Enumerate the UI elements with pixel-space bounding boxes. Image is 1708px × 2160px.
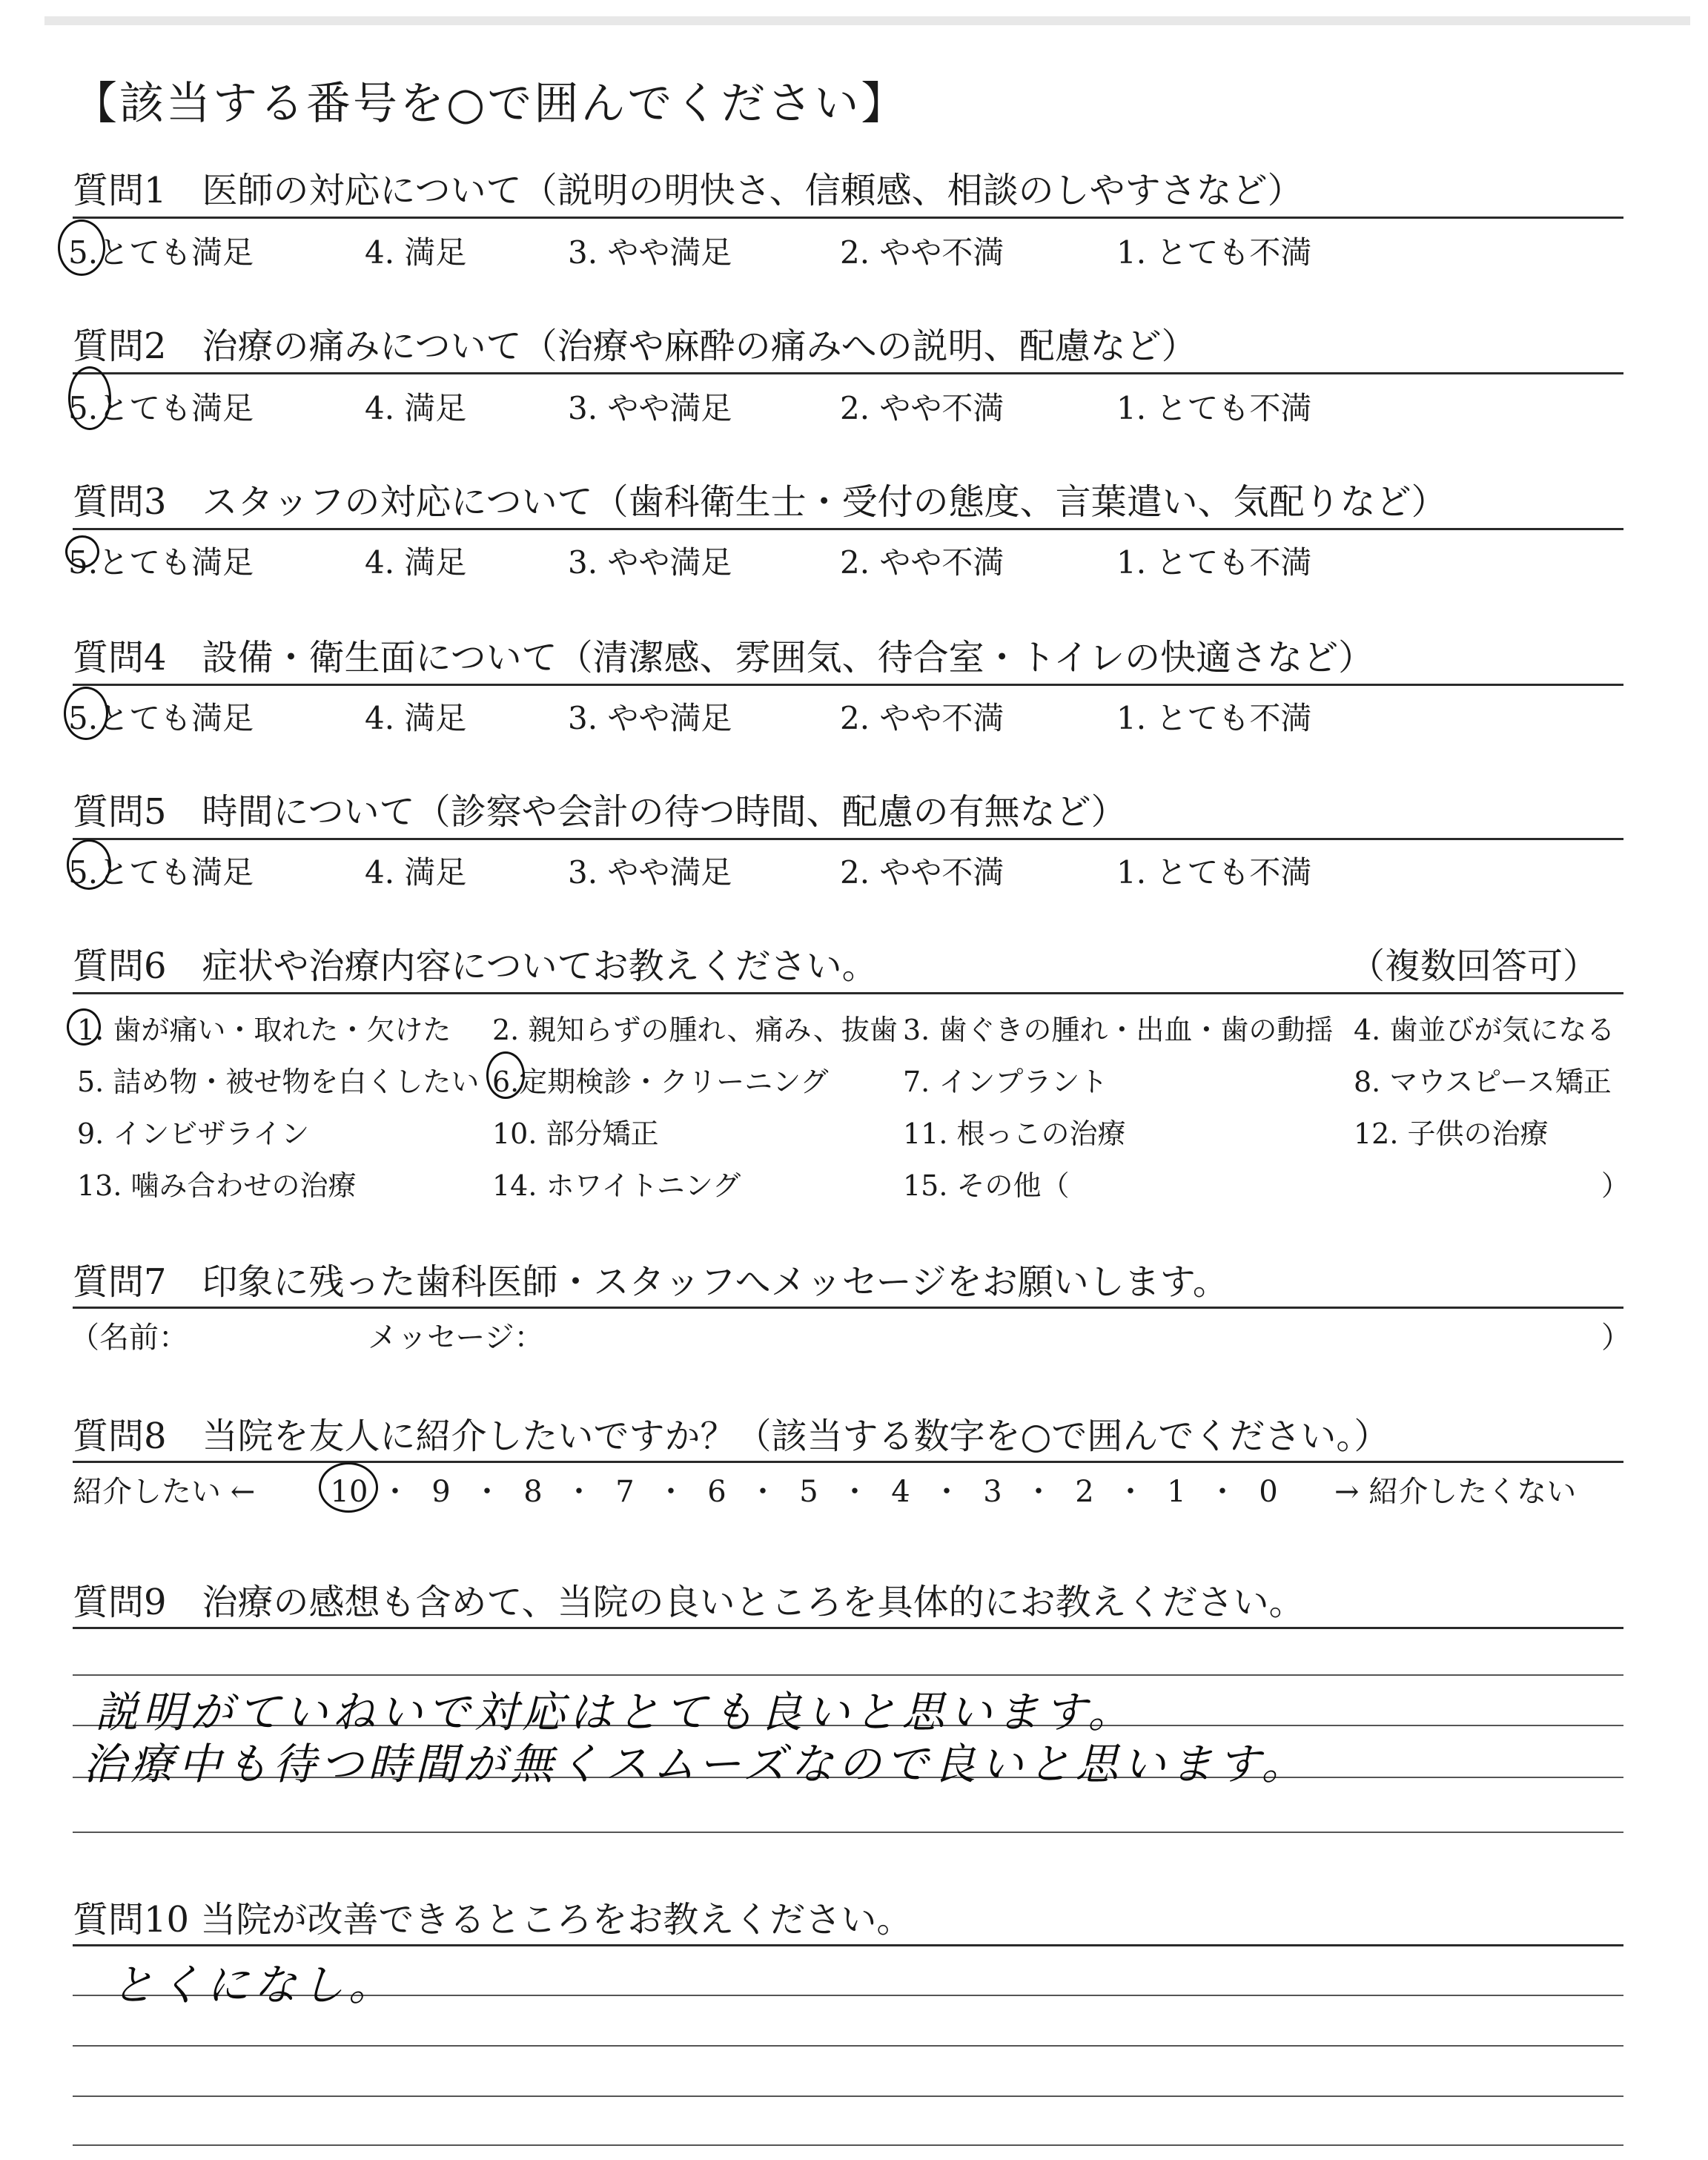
q2-option-1[interactable]: 1. とても不満 <box>1116 390 1312 426</box>
q2-option-2[interactable]: 2. やや不満 <box>840 390 1004 426</box>
q2-option-3[interactable]: 3. やや満足 <box>568 390 732 426</box>
question-8-rule <box>73 1461 1623 1463</box>
q1-option-4[interactable]: 4. 満足 <box>365 234 467 271</box>
q8-left-label: 紹介したい ← <box>73 1475 256 1509</box>
q8-score-4[interactable]: 4 <box>891 1475 910 1509</box>
q8-dot: ・ <box>1208 1475 1237 1509</box>
q6-option-13[interactable]: 13. 噛み合わせの治療 <box>77 1169 357 1202</box>
q5-option-2[interactable]: 2. やや不満 <box>840 854 1004 891</box>
q10-writing-line <box>73 2144 1623 2146</box>
q9-writing-line <box>73 1674 1623 1676</box>
q8-score-1[interactable]: 1 <box>1167 1475 1186 1509</box>
q6-selection-circle-1 <box>67 1008 101 1046</box>
question-5-rule <box>73 838 1623 840</box>
q6-other-close-paren: ） <box>1601 1169 1630 1202</box>
q6-option-10[interactable]: 10. 部分矯正 <box>492 1117 659 1150</box>
q1-option-5[interactable]: 5.とても満足 <box>68 234 254 271</box>
q4-option-3[interactable]: 3. やや満足 <box>568 700 732 736</box>
question-4-title: 質問4 設備・衛生面について（清潔感、雰囲気、待合室・トイレの快適さなど） <box>73 637 1374 678</box>
q9-handwritten-line-1: 説明がていねいで対応はとても良いと思います。 <box>95 1687 1136 1737</box>
question-1-title: 質問1 医師の対応について（説明の明快さ、信頼感、相談のしやすさなど） <box>73 170 1303 211</box>
q8-score-3[interactable]: 3 <box>983 1475 1002 1509</box>
q1-option-2[interactable]: 2. やや不満 <box>840 234 1004 271</box>
q3-option-2[interactable]: 2. やや不満 <box>840 544 1004 581</box>
q5-selection-circle <box>67 839 111 890</box>
q10-writing-line <box>73 2045 1623 2047</box>
question-2-rule <box>73 372 1623 374</box>
question-3-rule <box>73 528 1623 530</box>
q7-message-label: メッセージ： <box>368 1321 544 1355</box>
q6-option-14[interactable]: 14. ホワイトニング <box>492 1169 741 1202</box>
q5-option-3[interactable]: 3. やや満足 <box>568 854 732 891</box>
question-7-title: 質問7 印象に残った歯科医師・スタッフへメッセージをお願いします。 <box>73 1261 1228 1303</box>
q8-dot: ・ <box>380 1475 410 1509</box>
question-3-title: 質問3 スタッフの対応について（歯科衛生士・受付の態度、言葉遣い、気配りなど） <box>73 481 1447 523</box>
page-heading: 【該当する番号を○で囲んでください】 <box>73 78 908 130</box>
q4-option-1[interactable]: 1. とても不満 <box>1116 700 1312 736</box>
q8-score-0[interactable]: 0 <box>1259 1475 1278 1509</box>
q3-option-3[interactable]: 3. やや満足 <box>568 544 732 581</box>
q6-option-7[interactable]: 7. インプラント <box>903 1066 1108 1098</box>
q3-option-5[interactable]: 5.とても満足 <box>68 544 254 581</box>
q6-option-11[interactable]: 11. 根っこの治療 <box>903 1117 1126 1150</box>
q6-option-5[interactable]: 5. 詰め物・被せ物を白くしたい <box>77 1066 480 1098</box>
q8-score-8[interactable]: 8 <box>523 1475 543 1509</box>
q8-score-2[interactable]: 2 <box>1075 1475 1094 1509</box>
q6-option-12[interactable]: 12. 子供の治療 <box>1354 1117 1549 1150</box>
q6-option-6[interactable]: 6.定期検診・クリーニング <box>492 1066 829 1098</box>
q8-score-9[interactable]: 9 <box>431 1475 451 1509</box>
q6-option-8[interactable]: 8. マウスピース矯正 <box>1354 1066 1612 1098</box>
q6-selection-circle-6 <box>486 1051 525 1099</box>
q8-right-label: → 紹介したくない <box>1334 1475 1577 1509</box>
q8-score-7[interactable]: 7 <box>615 1475 635 1509</box>
question-9-rule <box>73 1627 1623 1629</box>
q10-writing-line <box>73 2095 1623 2097</box>
q8-scale <box>326 1468 1291 1510</box>
q7-close-paren: ） <box>1601 1321 1631 1355</box>
q9-handwritten-line-2: 治療中も待つ時間が無くスムーズなので良いと思います。 <box>83 1739 1309 1789</box>
q4-option-2[interactable]: 2. やや不満 <box>840 700 1004 736</box>
question-5-title: 質問5 時間について（診察や会計の待つ時間、配慮の有無など） <box>73 791 1127 833</box>
q2-option-5[interactable]: 5.とても満足 <box>68 390 254 426</box>
q1-option-3[interactable]: 3. やや満足 <box>568 234 732 271</box>
q8-score-5[interactable]: 5 <box>799 1475 818 1509</box>
q10-handwritten-answer: とくになし。 <box>111 1960 397 2010</box>
q5-option-4[interactable]: 4. 満足 <box>365 854 467 891</box>
q6-option-1[interactable]: 1. 歯が痛い・取れた・欠けた <box>77 1014 451 1046</box>
q3-option-1[interactable]: 1. とても不満 <box>1116 544 1312 581</box>
question-1-rule <box>73 217 1623 219</box>
q8-dot: ・ <box>1024 1475 1053 1509</box>
q6-option-4[interactable]: 4. 歯並びが気になる <box>1354 1014 1615 1046</box>
q4-option-5[interactable]: 5.とても満足 <box>68 700 254 736</box>
q6-option-9[interactable]: 9. インビザライン <box>77 1117 310 1150</box>
q2-selection-circle <box>68 366 111 430</box>
q5-option-1[interactable]: 1. とても不満 <box>1116 854 1312 891</box>
q6-option-3[interactable]: 3. 歯ぐきの腫れ・出血・歯の動揺 <box>903 1014 1334 1046</box>
q8-dot: ・ <box>1116 1475 1145 1509</box>
q7-name-label: （名前： <box>70 1321 188 1355</box>
q8-dot: ・ <box>748 1475 778 1509</box>
q3-option-4[interactable]: 4. 満足 <box>365 544 467 581</box>
q4-selection-circle <box>64 687 108 740</box>
question-10-title: 質問10 当院が改善できるところをお教えください。 <box>73 1899 913 1941</box>
question-2-title: 質問2 治療の痛みについて（治療や麻酔の痛みへの説明、配慮など） <box>73 326 1197 367</box>
question-8-title: 質問8 当院を友人に紹介したいですか？（該当する数字を○で囲んでください。） <box>73 1416 1390 1457</box>
question-6-title: 質問6 症状や治療内容についてお教えください。 <box>73 945 878 987</box>
q9-writing-line <box>73 1832 1623 1833</box>
q8-score-10[interactable]: 10 <box>330 1475 368 1509</box>
scan-top-edge <box>44 16 1690 25</box>
question-6-note: （複数回答可） <box>1349 945 1599 987</box>
q3-selection-circle <box>65 535 99 568</box>
q5-option-5[interactable]: 5.とても満足 <box>68 854 254 891</box>
q8-dot: ・ <box>656 1475 686 1509</box>
q8-dot: ・ <box>472 1475 502 1509</box>
question-6-rule <box>73 992 1623 994</box>
q6-option-2[interactable]: 2. 親知らずの腫れ、痛み、抜歯 <box>492 1014 898 1046</box>
question-7-rule <box>73 1307 1623 1309</box>
q8-score-6[interactable]: 6 <box>707 1475 726 1509</box>
q8-dot: ・ <box>564 1475 594 1509</box>
question-9-title: 質問9 治療の感想も含めて、当院の良いところを具体的にお教えください。 <box>73 1582 1305 1623</box>
q4-option-4[interactable]: 4. 満足 <box>365 700 467 736</box>
q8-dot: ・ <box>932 1475 961 1509</box>
question-4-rule <box>73 684 1623 686</box>
q8-dot: ・ <box>840 1475 870 1509</box>
q2-option-4[interactable]: 4. 満足 <box>365 390 467 426</box>
question-10-rule <box>73 1944 1623 1946</box>
q6-option-15[interactable]: 15. その他（ <box>903 1169 1070 1202</box>
q1-option-1[interactable]: 1. とても不満 <box>1116 234 1312 271</box>
q1-selection-circle <box>58 219 105 276</box>
q8-selection-circle <box>319 1462 378 1513</box>
